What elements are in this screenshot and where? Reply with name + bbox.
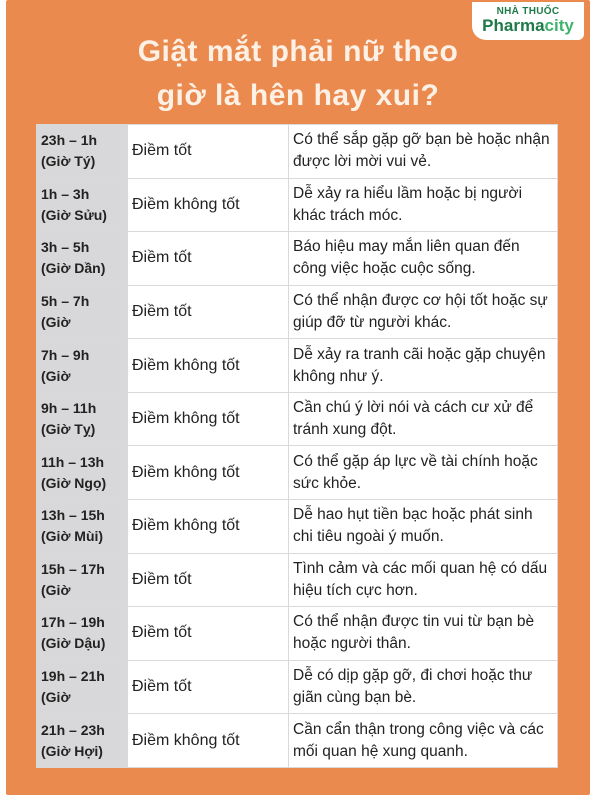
time-range: 11h – 13h — [41, 453, 105, 470]
time-cell — [37, 446, 128, 500]
status-cell: Điềm tốt — [128, 660, 289, 714]
time-range: 13h – 15h — [41, 507, 105, 524]
hour-name: (Giờ Dậu) — [41, 635, 106, 652]
title-line-1: Giật mắt phải nữ theo — [137, 35, 459, 68]
title-line-2: giờ là hên hay xui? — [156, 79, 440, 112]
description-cell: Dễ xảy ra hiểu lầm hoặc bị người khác trách móc. — [289, 178, 558, 232]
time-range: 19h – 21h — [41, 668, 105, 685]
time-range: 23h – 1h — [41, 132, 98, 149]
table-row — [37, 285, 558, 339]
hour-name: (Giờ Sửu) — [41, 206, 107, 223]
time-range: 21h – 23h — [41, 721, 105, 738]
hour-name: (Giờ Tý) — [41, 153, 96, 170]
table-row — [37, 392, 558, 446]
status-cell: Điềm tốt — [128, 607, 289, 661]
hour-name: (Giờ Dần) — [41, 260, 106, 277]
time-cell — [37, 607, 128, 661]
logo-brand-b: city — [544, 16, 574, 35]
time-cell — [37, 660, 128, 714]
status-cell: Điềm không tốt — [128, 178, 289, 232]
description-cell: Có thể nhận được cơ hội tốt hoặc sự giúp đỡ từ người khác. — [289, 285, 558, 339]
time-cell — [37, 500, 128, 554]
page-title — [66, 30, 530, 118]
time-cell — [37, 232, 128, 286]
table-row — [37, 553, 558, 607]
hour-name: (Giờ Ngọ) — [41, 474, 107, 491]
time-range: 1h – 3h — [41, 185, 90, 202]
description-cell: Có thể gặp áp lực về tài chính hoặc sức khỏe. — [289, 446, 558, 500]
time-cell — [37, 553, 128, 607]
table-row — [37, 500, 558, 554]
table-row — [37, 446, 558, 500]
logo-brand-a: Pharma — [482, 16, 545, 35]
time-range: 5h – 7h — [41, 293, 90, 310]
time-cell — [37, 339, 128, 393]
table-row — [37, 232, 558, 286]
description-cell: Có thể nhận được tin vui từ bạn bè hoặc người thân. — [289, 607, 558, 661]
time-cell — [37, 125, 128, 179]
hour-name: (Giờ — [41, 367, 71, 384]
status-cell: Điềm không tốt — [128, 339, 289, 393]
status-cell: Điềm không tốt — [128, 446, 289, 500]
table-row — [37, 607, 558, 661]
table-row — [37, 125, 558, 179]
hour-name: (Giờ Mùi) — [41, 528, 104, 545]
time-range: 17h – 19h — [41, 614, 105, 631]
hour-name: (Giờ — [41, 689, 71, 706]
status-cell: Điềm tốt — [128, 125, 289, 179]
hour-name: (Giờ Tỵ) — [41, 421, 96, 438]
description-cell: Dễ có dịp gặp gỡ, đi chơi hoặc thư giãn cùng bạn bè. — [289, 660, 558, 714]
description-cell: Cần chú ý lời nói và cách cư xử để tránh xung đột. — [289, 392, 558, 446]
time-cell — [37, 392, 128, 446]
time-cell — [37, 714, 128, 768]
time-range: 15h – 17h — [41, 560, 105, 577]
hour-name: (Giờ Hợi) — [41, 742, 103, 759]
table-row — [37, 339, 558, 393]
table-row — [37, 714, 558, 768]
time-range: 7h – 9h — [41, 346, 90, 363]
logo-caption: NHÀ THUỐC — [496, 6, 560, 17]
hour-name: (Giờ — [41, 314, 71, 331]
description-cell: Có thể sắp gặp gỡ bạn bè hoặc nhận được lời mời vui vẻ. — [289, 125, 558, 179]
time-cell — [37, 285, 128, 339]
time-range: 9h – 11h — [41, 400, 97, 417]
status-cell: Điềm tốt — [128, 285, 289, 339]
omen-table — [36, 124, 558, 768]
description-cell: Cần cẩn thận trong công việc và các mối quan hệ xung quanh. — [289, 714, 558, 768]
description-cell: Tình cảm và các mối quan hệ có dấu hiệu tích cực hơn. — [289, 553, 558, 607]
status-cell: Điềm không tốt — [128, 714, 289, 768]
table-row — [37, 660, 558, 714]
status-cell: Điềm tốt — [128, 232, 289, 286]
table-row — [37, 178, 558, 232]
status-cell: Điềm không tốt — [128, 392, 289, 446]
description-cell: Dễ xảy ra tranh cãi hoặc gặp chuyện không như ý. — [289, 339, 558, 393]
time-range: 3h – 5h — [41, 239, 90, 256]
description-cell: Báo hiệu may mắn liên quan đến công việc hoặc cuộc sống. — [289, 232, 558, 286]
time-cell — [37, 178, 128, 232]
description-cell: Dễ hao hụt tiền bạc hoặc phát sinh chi tiêu ngoài ý muốn. — [289, 500, 558, 554]
status-cell: Điềm tốt — [128, 553, 289, 607]
status-cell: Điềm không tốt — [128, 500, 289, 554]
hour-name: (Giờ — [41, 581, 71, 598]
